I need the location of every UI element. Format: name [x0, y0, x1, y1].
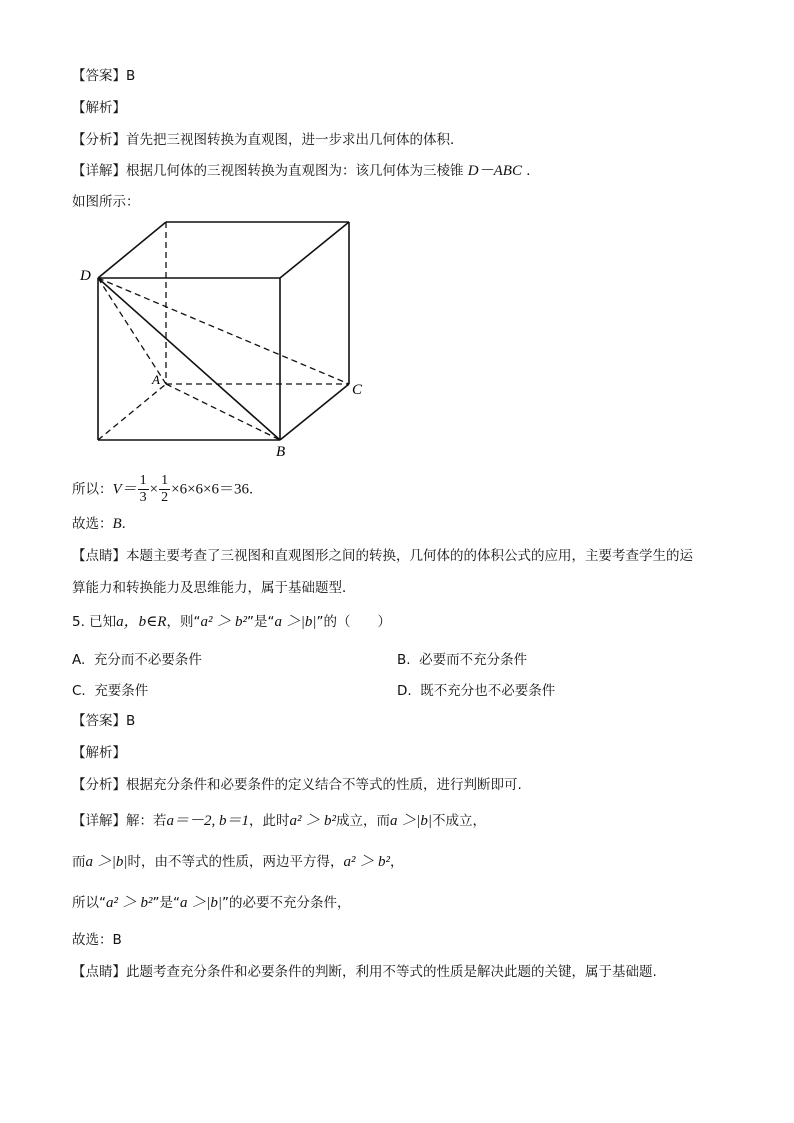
stem-end: ”的（ ） [316, 614, 391, 630]
answer-value: B [126, 713, 136, 729]
stem-mid2: ”是“ [246, 614, 275, 630]
edge-DB [98, 278, 280, 440]
q5-answer-line [72, 711, 135, 731]
detail-tag: 【详解】 [72, 163, 126, 179]
stem-ab: a，b [116, 614, 147, 630]
answer-tag: 【答案】 [72, 68, 126, 84]
answer-value: B [126, 68, 136, 84]
q4-fenxi-line [72, 130, 464, 150]
answer-tag: 【答案】 [72, 713, 126, 729]
comment-tag: 【点睛】 [72, 548, 126, 564]
q5-choose-line: 故选：B [72, 932, 122, 948]
q5-analysis-tag: 【解析】 [72, 745, 126, 761]
option-a: A. 充分而不必要条件 [72, 652, 202, 668]
edge [280, 384, 349, 440]
v-end: ． [249, 481, 263, 498]
hidden-edge-DC [98, 278, 349, 384]
label-A: A [152, 372, 160, 387]
stem-pre: 5. 已知 [72, 614, 117, 630]
stem-mid1: ，则“ [166, 614, 201, 630]
edge [280, 222, 349, 278]
q5-detail-line-3: 所以“a² ＞ b²”是“a ＞|b|”的必要不充分条件， [72, 895, 351, 911]
q4-answer-line [72, 66, 135, 86]
fraction-1-3: $\frac{1}{3}$ [139, 473, 147, 505]
label-B: B [276, 444, 286, 460]
fraction-1-2: $\frac{1}{2}$ [161, 473, 169, 505]
q5-detail-line-1: 【详解】解：若a＝－2, b＝1，此时a² ＞ b²成立，而a ＞|b|不成立， [72, 813, 487, 829]
v-lhs: V＝ [112, 481, 137, 498]
q4-comment-line-2: 算能力和转换能力及思维能力，属于基础题型． [72, 580, 356, 596]
q4-analysis-tag: 【解析】 [72, 100, 126, 116]
hidden-edge-DA [98, 278, 166, 384]
edge [98, 222, 166, 278]
detail-tag: 【详解】 [72, 813, 126, 829]
option-c: C. 充要条件 [72, 683, 149, 699]
q4-detail-line [72, 161, 540, 181]
label-D: D [80, 268, 91, 284]
choose-answer: B [112, 516, 122, 532]
q4-fig-intro: 如图所示： [72, 194, 140, 210]
option-d: D. 既不充分也不必要条件 [397, 683, 556, 699]
so-text: 所以： [72, 481, 113, 498]
stem-cond1: a² ＞ b² [200, 614, 247, 630]
v-rest: ×6×6×6＝36 [171, 481, 250, 498]
choose-text: 故选： [72, 516, 113, 532]
comment-text: 此题考查充分条件和必要条件的判断，利用不等式的性质是解决此题的关键，属于基础题. [126, 964, 657, 980]
detail-text: 根据几何体的三视图转换为直观图为：该几何体为三棱锥 [126, 163, 464, 179]
comment-tag: 【点睛】 [72, 964, 126, 980]
q5-stem [72, 612, 391, 632]
fenxi-text: 首先把三视图转换为直观图，进一步求出几何体的体积． [126, 132, 464, 148]
fenxi-tag: 【分析】 [72, 777, 126, 793]
stem-cond2: a ＞|b| [274, 614, 317, 630]
fenxi-tag: 【分析】 [72, 132, 126, 148]
choose-end: ． [121, 516, 136, 532]
cube-figure [72, 212, 372, 462]
q5-detail-line-2: 而a ＞|b|时，由不等式的性质，两边平方得，a² ＞ b²， [72, 854, 404, 870]
fenxi-text: 根据充分条件和必要条件的定义结合不等式的性质，进行判断即可. [126, 777, 522, 793]
comment-text-1: 本题主要考查了三视图和直观图形之间的转换，几何体的的体积公式的应用，主要考查学生的运 [126, 548, 693, 564]
q4-comment-line-1 [72, 546, 693, 566]
q4-choose-line [72, 514, 135, 534]
q5-fenxi-line [72, 775, 522, 795]
label-C: C [352, 382, 363, 398]
stem-R: R [157, 614, 167, 630]
stem-in: ∈ [146, 614, 158, 630]
times-sign: × [149, 481, 159, 498]
q4-volume-line [72, 474, 263, 505]
detail-end: ． [526, 163, 540, 179]
option-b: B. 必要而不充分条件 [397, 652, 528, 668]
q5-comment-line [72, 962, 657, 982]
detail-math: D－ABC [467, 163, 522, 179]
hidden-edge-AB [166, 384, 280, 440]
hidden-edge [98, 384, 166, 440]
